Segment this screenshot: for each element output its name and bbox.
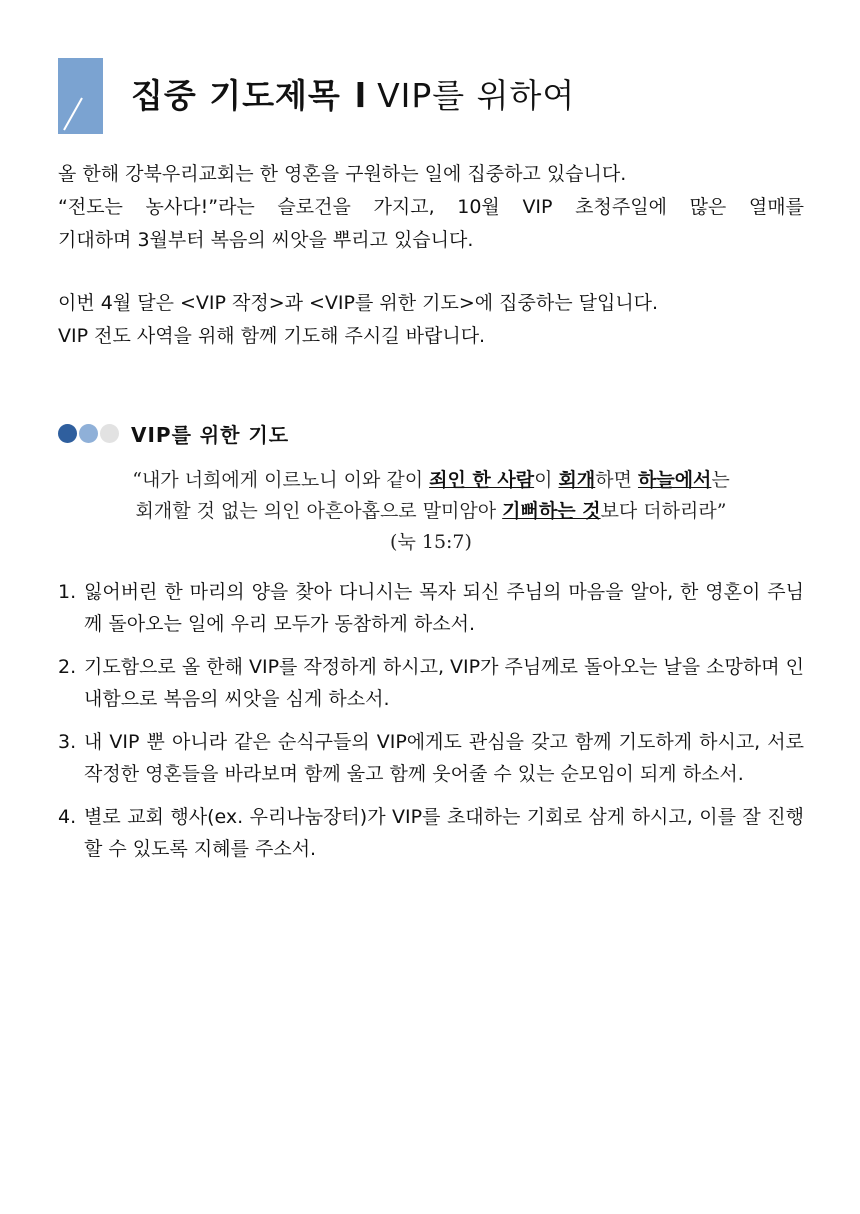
verse-text: 이 [534, 469, 559, 491]
prayer-text: 기도함으로 올 한해 VIP를 작정하게 하시고, VIP가 주님께로 돌아오는 날을 소망하며 인내함으로 복음의 씨앗을 심게 하소서. [84, 656, 804, 710]
prayer-number: 3. [58, 731, 77, 753]
prayer-item [58, 801, 804, 865]
prayer-text: 잃어버린 한 마리의 양을 찾아 다니시는 목자 되신 주님의 마음을 알아, 한 영혼이 주님께 돌아오는 일에 우리 모두가 동참하게 하소서. [84, 581, 804, 635]
prayer-item [58, 651, 804, 715]
section-label: VIP를 위한 기도 [131, 422, 290, 447]
title-sub: VIP를 위하여 [377, 76, 576, 115]
verse-line [58, 496, 804, 527]
title-marker [58, 58, 103, 134]
prayer-text: 내 VIP 뿐 아니라 같은 순식구들의 VIP에게도 관심을 갖고 함께 기도하게 하시고, 서로 작정한 영혼들을 바라보며 함께 울고 함께 웃어줄 수 있는 순모임이 되게 하소서. [84, 731, 804, 785]
intro-line: VIP 전도 사역을 위해 함께 기도해 주시길 바랍니다. [58, 325, 486, 347]
prayer-list [58, 576, 804, 876]
prayer-number: 1. [58, 581, 77, 603]
prayer-item [58, 726, 804, 790]
bullet-dot-icon [58, 424, 77, 443]
slash-decoration-icon [58, 58, 103, 134]
page-title [131, 70, 575, 117]
title-block [58, 58, 818, 134]
verse-text: 보다 더하리라” [600, 500, 727, 522]
intro-paragraph-1 [58, 158, 804, 257]
verse-emphasis: 회개 [558, 469, 596, 491]
prayer-item [58, 576, 804, 640]
verse-text: 하면 [595, 469, 638, 491]
verse-emphasis: 죄인 한 사람 [429, 469, 535, 491]
bible-verse [58, 465, 804, 558]
verse-text: “내가 너희에게 이르노니 이와 같이 [132, 469, 430, 491]
intro-line: 올 한해 강북우리교회는 한 영혼을 구원하는 일에 집중하고 있습니다. [58, 163, 627, 185]
title-main: 집중 기도제목 [131, 76, 341, 115]
verse-emphasis: 기뻐하는 것 [502, 500, 601, 522]
intro-line: 이번 4월 달은 <VIP 작정>과 <VIP를 위한 기도>에 집중하는 달입니다. [58, 292, 659, 314]
verse-text: 회개할 것 없는 의인 아흔아홉으로 말미암아 [135, 500, 503, 522]
prayer-text: 별로 교회 행사(ex. 우리나눔장터)가 VIP를 초대하는 기회로 삼게 하시고, 이를 잘 진행할 수 있도록 지혜를 주소서. [84, 806, 804, 860]
prayer-number: 4. [58, 806, 77, 828]
verse-emphasis: 하늘에서 [637, 469, 712, 491]
verse-line [58, 465, 804, 496]
prayer-number: 2. [58, 656, 77, 678]
section-heading [58, 418, 289, 448]
verse-text: 는 [711, 469, 730, 491]
bullet-dot-icon [79, 424, 98, 443]
intro-line: “전도는 농사다!”라는 슬로건을 가지고, 10월 VIP 초청주일에 많은 열매를 [58, 196, 804, 218]
verse-reference: (눅 15:7) [390, 531, 472, 553]
intro-paragraph-2 [58, 287, 804, 353]
bullet-dot-icon [100, 424, 119, 443]
title-separator: l [354, 76, 368, 115]
intro-line: 기대하며 3월부터 복음의 씨앗을 뿌리고 있습니다. [58, 229, 474, 251]
